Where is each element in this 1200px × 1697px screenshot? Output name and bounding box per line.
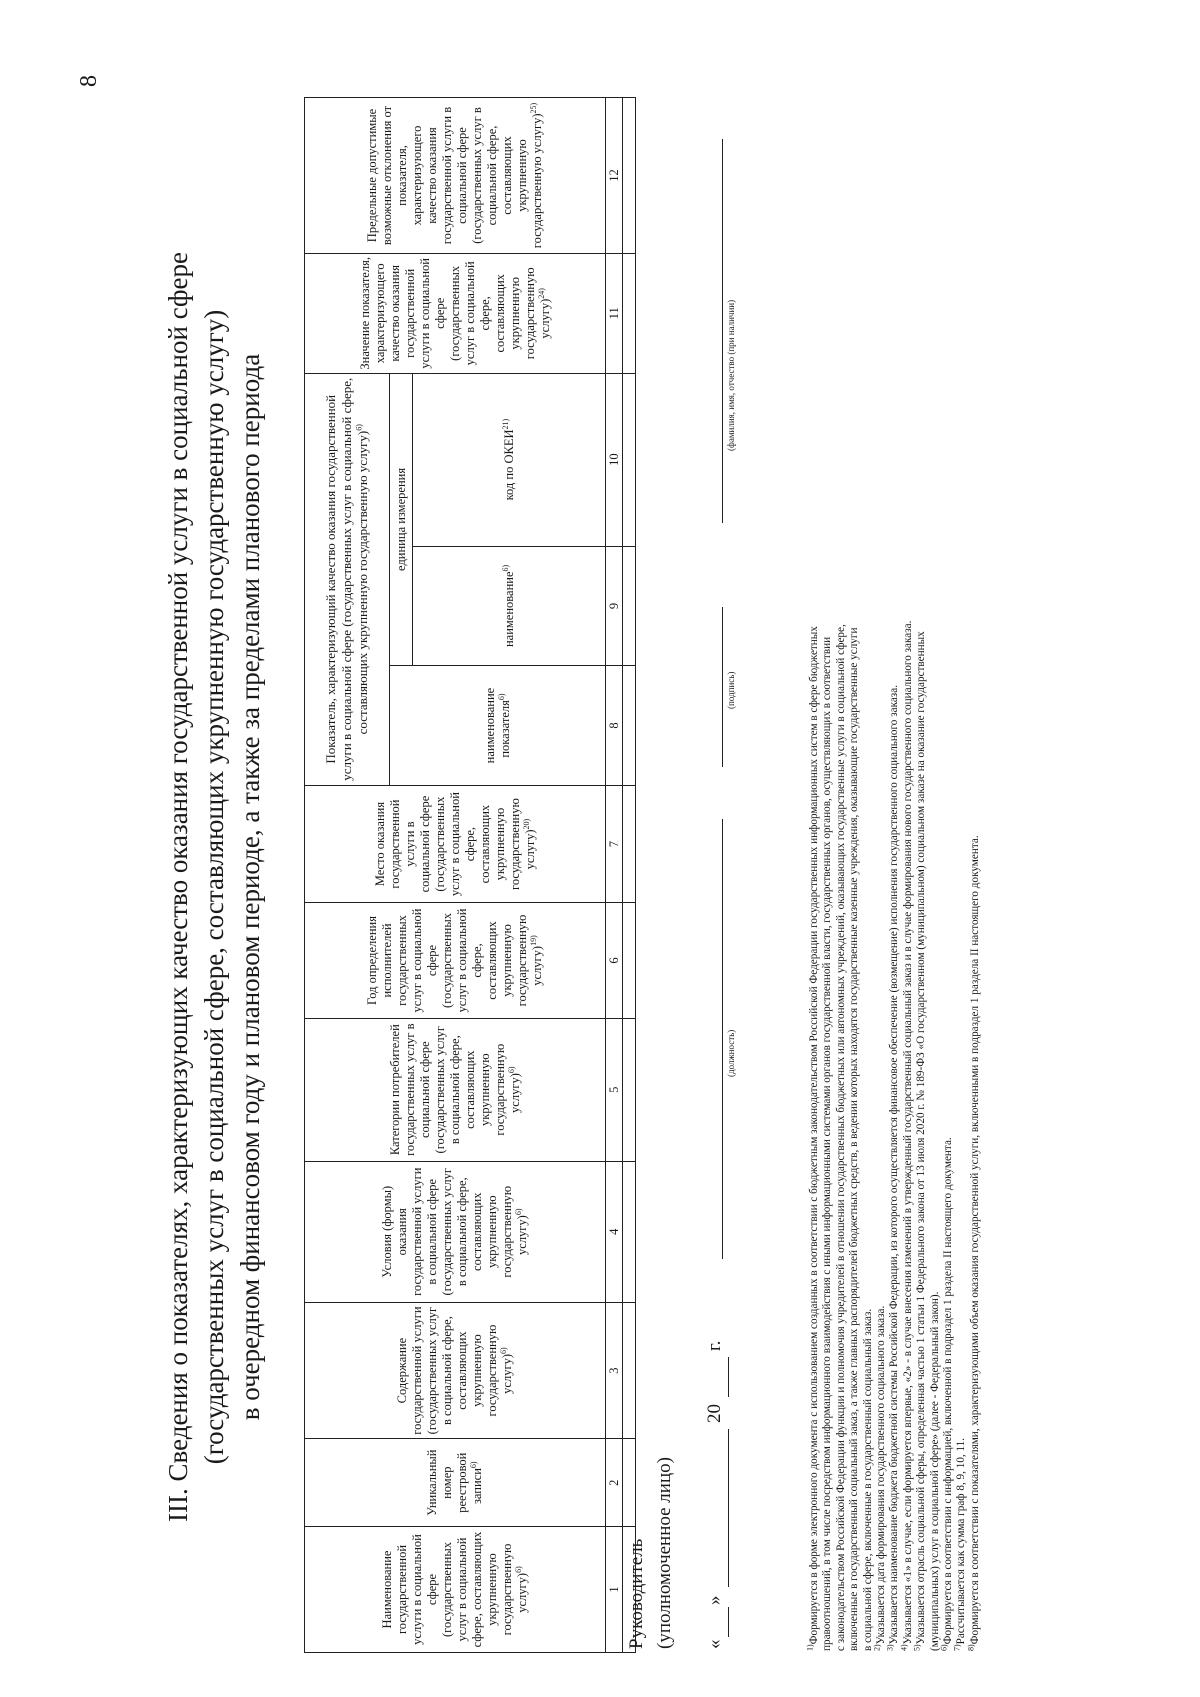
header-permissible-deviations: Предельные допустимые возможные отклонения от показателя, характеризующего качество оказания государственной услуги в социальной сфере (государственных услуг в социальной сфере, составляющих укрупненную государственную услугу)$^{25)}$ [305,98,606,254]
position-line [722,819,723,1259]
footnote-line: $^{8)}$Формируется в соответствии с показателями, характеризующими объем оказания государственной услуги, включенными в подраздел 1 раздела II настоящего документа. [966,835,981,1651]
header-indicator-value: Значение показателя, характеризующего качество оказания государственной услуги в социальной сфере (государственных услуг в социальной сфере, составляющих укрупненную государственную услугу)$^{24)}$ [305,254,606,374]
column-number: 4 [606,1161,623,1302]
table-cell [623,98,636,254]
header-service-name: Наименование государственной услуги в социальной сфере (государственных услуг в социальной сфере, составляющих укрупненную государственную услугу)$^{6)}$ [305,1526,606,1652]
signature-caption: (подпись) [726,671,736,709]
footnotes [805,91,982,1651]
column-number: 3 [606,1302,623,1439]
column-number: 10 [606,373,623,546]
footnote-line: $^{3)}$Указывается наименование бюджета бюджетной системы Российской Федерации, из которого осуществляется финансовое обеспечение (возмещение) исполнения государственного социального заказа. [885,685,901,1651]
footnote-line: $^{2)}$Указывается дата формирования государственного социального заказа. [872,1305,888,1651]
header-unit-group: единица измерения [390,373,413,666]
column-number: 1 [606,1526,623,1652]
header-okei-code: код по ОКЕИ$^{21)}$ [413,373,606,546]
header-registry-number: Уникальный номер реестровой записи$^{6)}$ [305,1439,606,1527]
table-cell [623,1161,636,1302]
column-number: 6 [606,903,623,1018]
footnote-line: $^{4)}$Указывается «1» в случае, если формируется впервые, «2» - в случае внесения изменений в утвержденный государственный социальный заказ и в случае формирования нового государственного социального заказа. [899,620,914,1651]
header-indicator-group: Показатель, характеризующий качество оказания государственной услуги в социальной сфере (государственных услуг в социальной сфере, составляющих укрупненную государственную услугу)$^{6)}$ [305,373,390,785]
header-service-place: Место оказания государственной услуги в социальной сфере (государственных услуг в социальной сфере, составляющих укрупненную государственную услугу)$^{20)}$ [305,785,606,902]
footnote-line: (муниципальных) услуг в социальной сфере» (далее - Федеральный закон). [928,1291,941,1651]
table-cell [623,1302,636,1439]
date-year-prefix: 20 [704,1404,725,1423]
header-year-determination: Год определения исполнителей государственных услуг в социальной сфере (государственных услуг в социальной сфере, составляющих укрупненную государственную услугу)$^{19)}$ [305,903,606,1018]
table-cell [623,1439,636,1527]
column-number: 8 [606,666,623,786]
date-close-quote: » [704,1595,725,1605]
date-month-line [728,1429,729,1587]
table-cell [623,903,636,1018]
column-number: 11 [606,254,623,374]
footnote-line: в социальной сфере, включенные в государственный социальный заказ. [861,1308,874,1651]
footnote-line: $^{5)}$Указывается отрасль социальной сферы, определенная частью 1 статьи 1 Федерального закона от 13 июля 2020 г. № 189-ФЗ «О государственном (муниципальном) социальном заказе на оказание государственных [912,631,928,1651]
quality-indicators-table [304,97,636,1653]
header-consumer-categories: Категории потребителей государственных услуг в социальной сфере (государственных услуг в социальной сфере, составляющих укрупненную государственную услугу)$^{6)}$ [305,1018,606,1161]
table-cell [623,546,636,666]
footnote-line: $^{6)}$Формируется в соответствии с информацией, включенной в подраздел 1 раздела II настоящего документа. [939,1137,955,1651]
signature-line [722,607,723,767]
head-sublabel: (уполномоченное лицо) [654,1457,675,1649]
column-number: 5 [606,1018,623,1161]
column-number: 7 [606,785,623,902]
footnote-line: включенные в государственный социальный заказ, а также главных распорядителей бюджетных средств, в ведении которых находятся государственные казенные учреждения, оказывающие государственные услуги [848,627,861,1651]
header-indicator-name: наименование показателя$^{6)}$ [390,666,606,786]
table-cell [623,1018,636,1161]
date-day-line [728,1607,729,1637]
table-cell [623,666,636,786]
column-number: 9 [606,546,623,666]
footnote-line: с законодательством Российской Федерации функции и полномочия учредителей в отношении государственных бюджетных или автономных учреждений, оказывающих государственные услуги в социальной сфере, [834,624,847,1651]
section-title-line-1: III. Сведения о показателях, характеризующих качество оказания государственной услуги в социальной сфере [163,252,193,1522]
column-number: 12 [606,98,623,254]
table-cell [623,785,636,902]
column-number: 2 [606,1439,623,1527]
header-service-conditions: Условия (формы) оказания государственной услуги в социальной сфере (государственных услуг в социальной сфере, составляющих укрупненную государственную услугу)$^{6)}$ [305,1161,606,1302]
name-caption: (фамилия, имя, отчество (при наличии) [726,299,736,451]
section-title-line-2: (государственных услуг в социальной сфере, составляющих укрупненную государственную услугу) [199,309,229,1465]
page-number: 8 [76,75,102,87]
footnote-line: $^{1)}$Формируется в форме электронного документа с использованием созданных в соответствии с бюджетным законодательством Российской Федерации государственных информационных систем в сфере бюджетных [805,626,820,1651]
table-cell [623,373,636,546]
header-service-content: Содержание государственной услуги (государственных услуг в социальной сфере, составляющих укрупненную государственную услугу)$^{6)}$ [305,1302,606,1439]
table-cell [623,254,636,374]
footnote-line: $^{7)}$Рассчитывается как сумма граф 8, 9, 10, 11. [952,1437,968,1651]
section-title-line-3: в очередном финансовом году и плановом периоде, а также за пределами планового периода [235,353,265,1421]
date-year-line [728,1357,729,1397]
name-line [722,139,723,523]
date-open-quote: « [704,1639,725,1649]
table-row [623,98,636,1653]
footnote-line: правоотношений, в том числе посредством информационного взаимодействия с иными информационными системами органов государственной власти, государственных органов, осуществляющих в соответствии [821,636,834,1651]
date-year-suffix: г. [704,1340,725,1351]
position-caption: (должность) [726,1029,736,1077]
header-unit-name: наименование$^{6)}$ [413,546,606,666]
head-label: Руководитель [626,1538,647,1649]
